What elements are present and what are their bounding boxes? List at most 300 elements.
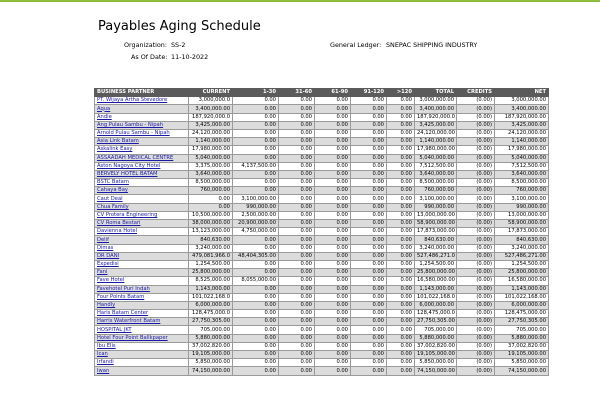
amount-cell: 0.00 (279, 351, 315, 359)
amount-cell: 17,980,000.00 (495, 146, 549, 154)
amount-cell: (0.00) (457, 129, 495, 137)
amount-cell: 0.00 (233, 129, 279, 137)
amount-cell: (0.00) (457, 359, 495, 367)
table-row (95, 162, 549, 170)
amount-cell: 3,240,000.00 (495, 244, 549, 252)
partner-link[interactable]: BERVELY HOTEL BATAM (97, 171, 158, 178)
amount-cell: 13,000,000.00 (495, 211, 549, 219)
partner-cell (95, 129, 189, 137)
partner-cell (95, 146, 189, 154)
column-header: 1-30 (233, 89, 279, 97)
table-row (95, 277, 549, 285)
amount-cell: 0.00 (233, 105, 279, 113)
amount-cell: 3,400,000.00 (415, 105, 457, 113)
amount-cell: 37,002,820.00 (495, 342, 549, 350)
amount-cell: 7,512,500.00 (495, 162, 549, 170)
amount-cell: 1,143,000.00 (415, 285, 457, 293)
partner-cell (95, 179, 189, 187)
amount-cell: 0.00 (351, 146, 387, 154)
table-row (95, 326, 549, 334)
amount-cell: (0.00) (457, 252, 495, 260)
partner-link[interactable]: PT. Wijaya Artha Stevedore (97, 97, 168, 104)
partner-cell (95, 228, 189, 236)
amount-cell: 0.00 (279, 179, 315, 187)
amount-cell: 17,873,000.00 (415, 228, 457, 236)
amount-cell: 0.00 (387, 277, 415, 285)
column-header: 61-90 (315, 89, 351, 97)
amount-cell: 0.00 (233, 113, 279, 121)
amount-cell: 3,640,000.00 (189, 170, 233, 178)
partner-link[interactable]: Andie (97, 113, 112, 120)
partner-link[interactable]: Favehotel Puri Indah (97, 285, 150, 292)
table-row (95, 244, 549, 252)
amount-cell: 17,873,000.00 (495, 228, 549, 236)
amount-cell: 24,120,000.00 (415, 129, 457, 137)
amount-cell: 0.00 (315, 203, 351, 211)
organization-value: SS-2 (171, 41, 186, 49)
partner-link[interactable]: Askalink Easy (97, 146, 133, 153)
amount-cell: 1,140,000.00 (495, 138, 549, 146)
partner-link[interactable]: Ican (97, 351, 108, 358)
amount-cell: 0.00 (315, 367, 351, 375)
amount-cell: 5,850,000.00 (415, 359, 457, 367)
amount-cell: (0.00) (457, 146, 495, 154)
amount-cell: 0.00 (233, 318, 279, 326)
amount-cell: (0.00) (457, 367, 495, 375)
table-row (95, 105, 549, 113)
amount-cell: (0.00) (457, 244, 495, 252)
page-title: Payables Aging Schedule (98, 19, 261, 34)
as-of-date-value: 11-10-2022 (171, 53, 209, 61)
amount-cell: 0.00 (279, 244, 315, 252)
amount-cell: 3,425,000.00 (495, 121, 549, 129)
table-row (95, 138, 549, 146)
amount-cell: 990,000.00 (415, 203, 457, 211)
table-row (95, 318, 549, 326)
amount-cell: 0.00 (233, 244, 279, 252)
amount-cell: 5,850,000.00 (495, 359, 549, 367)
table-row (95, 252, 549, 260)
amount-cell: 0.00 (387, 203, 415, 211)
amount-cell: 0.00 (351, 326, 387, 334)
amount-cell: (0.00) (457, 97, 495, 105)
amount-cell: 0.00 (315, 220, 351, 228)
amount-cell: 25,800,000.00 (189, 269, 233, 277)
amount-cell: 0.00 (351, 187, 387, 195)
amount-cell: 0.00 (233, 269, 279, 277)
amount-cell: 1,254,500.00 (415, 260, 457, 268)
amount-cell: 0.00 (387, 170, 415, 178)
amount-cell: 3,100,000.00 (233, 195, 279, 203)
amount-cell: 0.00 (233, 146, 279, 154)
amount-cell: 16,580,000.00 (495, 277, 549, 285)
amount-cell: 0.00 (315, 359, 351, 367)
amount-cell: 0.00 (279, 310, 315, 318)
partner-link[interactable]: Caut Deal (97, 195, 123, 202)
partner-cell (95, 326, 189, 334)
table-row (95, 334, 549, 342)
amount-cell: 0.00 (279, 285, 315, 293)
amount-cell: 0.00 (279, 105, 315, 113)
amount-cell: (0.00) (457, 334, 495, 342)
table-row (95, 285, 549, 293)
amount-cell: 27,750,305.00 (415, 318, 457, 326)
column-header: NET (495, 89, 549, 97)
amount-cell: 38,000,000.00 (189, 220, 233, 228)
amount-cell: 0.00 (351, 359, 387, 367)
table-row (95, 203, 549, 211)
amount-cell: 0.00 (387, 211, 415, 219)
partner-cell (95, 310, 189, 318)
amount-cell: (0.00) (457, 269, 495, 277)
amount-cell: 0.00 (351, 105, 387, 113)
partner-link[interactable]: Irfandi (97, 359, 114, 366)
amount-cell: 17,980,000.00 (415, 146, 457, 154)
table-row (95, 187, 549, 195)
amount-cell: 27,750,305.00 (189, 318, 233, 326)
column-header: TOTAL (415, 89, 457, 97)
amount-cell: 2,500,000.00 (233, 211, 279, 219)
column-header: 31-60 (279, 89, 315, 97)
amount-cell: 760,000.00 (189, 187, 233, 195)
table-row (95, 97, 549, 105)
table-row (95, 351, 549, 359)
amount-cell: 0.00 (387, 220, 415, 228)
partner-link[interactable]: Iwan (97, 367, 110, 374)
amount-cell: 0.00 (315, 351, 351, 359)
amount-cell: 101,022,168.0 (189, 293, 233, 301)
partner-link[interactable]: Chua Family (97, 203, 129, 210)
amount-cell: 0.00 (279, 121, 315, 129)
table-row (95, 113, 549, 121)
amount-cell: 0.00 (315, 334, 351, 342)
table-row (95, 211, 549, 219)
amount-cell: 128,475,000.0 (189, 310, 233, 318)
general-ledger-value: SNEPAC SHIPPING INDUSTRY (386, 41, 478, 49)
amount-cell: 3,240,000.00 (415, 244, 457, 252)
amount-cell: 0.00 (315, 269, 351, 277)
partner-cell (95, 121, 189, 129)
amount-cell: 5,850,000.00 (189, 359, 233, 367)
partner-link[interactable]: Davienna Hotel (97, 228, 138, 235)
amount-cell: 0.00 (279, 269, 315, 277)
amount-cell: 13,123,000.00 (189, 228, 233, 236)
amount-cell: (0.00) (457, 310, 495, 318)
amount-cell: 0.00 (387, 138, 415, 146)
amount-cell: 0.00 (315, 260, 351, 268)
amount-cell: 990,000.00 (495, 203, 549, 211)
amount-cell: 479,081,966.0 (189, 252, 233, 260)
partner-link[interactable]: HOSPITAL JKT (97, 326, 132, 333)
amount-cell: 0.00 (387, 146, 415, 154)
amount-cell: 0.00 (233, 121, 279, 129)
amount-cell: 58,900,000.00 (415, 220, 457, 228)
amount-cell: 840,630.00 (189, 236, 233, 244)
partner-link[interactable]: Aqua (97, 105, 111, 112)
amount-cell: 3,640,000.00 (415, 170, 457, 178)
amount-cell: 48,404,305.00 (233, 252, 279, 260)
partner-cell (95, 203, 189, 211)
amount-cell: 0.00 (351, 334, 387, 342)
amount-cell: 5,040,000.00 (189, 154, 233, 162)
amount-cell: 17,980,000.00 (189, 146, 233, 154)
amount-cell: 1,140,000.00 (415, 138, 457, 146)
table-row (95, 129, 549, 137)
partner-link[interactable]: Cahaya Bay (97, 187, 128, 194)
amount-cell: 0.00 (351, 310, 387, 318)
partner-link[interactable]: Hotel Four Point Ballkpaper (97, 334, 168, 341)
amount-cell: 0.00 (233, 293, 279, 301)
partner-link[interactable]: Ang Pulau Sambu - Nipah (97, 121, 164, 128)
amount-cell: (0.00) (457, 301, 495, 309)
amount-cell: 6,000,000.00 (415, 301, 457, 309)
amount-cell: 74,150,000.00 (495, 367, 549, 375)
partner-cell (95, 244, 189, 252)
amount-cell: 0.00 (279, 162, 315, 170)
amount-cell: 1,254,500.00 (495, 260, 549, 268)
amount-cell: 0.00 (387, 97, 415, 105)
amount-cell: (0.00) (457, 138, 495, 146)
amount-cell: 8,500,000.00 (415, 179, 457, 187)
amount-cell: 0.00 (315, 97, 351, 105)
partner-link[interactable]: Aston Nagoya City Hotel (97, 162, 161, 169)
amount-cell: (0.00) (457, 105, 495, 113)
amount-cell: 8,500,000.00 (495, 179, 549, 187)
table-row (95, 359, 549, 367)
amount-cell: 840,630.00 (415, 236, 457, 244)
amount-cell: 0.00 (233, 351, 279, 359)
column-header: BUSINESS PARTNER (95, 89, 189, 97)
amount-cell: (0.00) (457, 351, 495, 359)
amount-cell: 0.00 (315, 342, 351, 350)
amount-cell: 0.00 (387, 129, 415, 137)
amount-cell: 0.00 (279, 220, 315, 228)
partner-cell (95, 293, 189, 301)
table-row (95, 260, 549, 268)
partner-cell (95, 342, 189, 350)
amount-cell: 0.00 (279, 293, 315, 301)
amount-cell: 0.00 (387, 195, 415, 203)
amount-cell: 74,150,000.00 (415, 367, 457, 375)
amount-cell: (0.00) (457, 121, 495, 129)
amount-cell: 25,800,000.00 (495, 269, 549, 277)
partner-cell (95, 260, 189, 268)
partner-cell (95, 359, 189, 367)
amount-cell: 0.00 (233, 359, 279, 367)
amount-cell: 187,920,000.0 (415, 113, 457, 121)
amount-cell: 3,100,000.00 (495, 195, 549, 203)
partner-cell (95, 211, 189, 219)
amount-cell: 0.00 (315, 113, 351, 121)
amount-cell: 0.00 (351, 277, 387, 285)
amount-cell: 8,525,000.00 (189, 277, 233, 285)
amount-cell: 527,486,271.0 (415, 252, 457, 260)
amount-cell: 0.00 (387, 367, 415, 375)
amount-cell: 0.00 (351, 342, 387, 350)
amount-cell: 0.00 (351, 97, 387, 105)
amount-cell: 0.00 (387, 187, 415, 195)
partner-cell (95, 351, 189, 359)
amount-cell: 0.00 (387, 228, 415, 236)
partner-link[interactable]: BSTC Batam (97, 179, 129, 186)
amount-cell: 0.00 (279, 301, 315, 309)
amount-cell: 19,105,000.00 (415, 351, 457, 359)
amount-cell: 0.00 (351, 220, 387, 228)
partner-cell (95, 170, 189, 178)
amount-cell: 3,000,000.00 (495, 97, 549, 105)
partner-link[interactable]: DR DANI (97, 252, 120, 259)
general-ledger-label: General Ledger: (330, 41, 382, 49)
amount-cell: 0.00 (315, 154, 351, 162)
amount-cell: 0.00 (279, 236, 315, 244)
amount-cell: 760,000.00 (495, 187, 549, 195)
amount-cell: (0.00) (457, 277, 495, 285)
amount-cell: 0.00 (387, 342, 415, 350)
partner-link[interactable]: Arnold Pulau Sambu - Nipah (97, 130, 170, 137)
partner-cell (95, 138, 189, 146)
partner-link[interactable]: Fani (97, 269, 108, 276)
amount-cell: 0.00 (233, 138, 279, 146)
amount-cell: 0.00 (351, 211, 387, 219)
amount-cell: 0.00 (279, 334, 315, 342)
amount-cell: 0.00 (387, 113, 415, 121)
amount-cell: 527,486,271.00 (495, 252, 549, 260)
column-header: 91-120 (351, 89, 387, 97)
amount-cell: 0.00 (351, 179, 387, 187)
top-accent-bar (0, 0, 600, 2)
amount-cell: (0.00) (457, 260, 495, 268)
partner-cell (95, 269, 189, 277)
partner-link[interactable]: Handly (97, 302, 116, 309)
partner-cell (95, 154, 189, 162)
amount-cell: 5,880,000.00 (415, 334, 457, 342)
amount-cell: 0.00 (351, 236, 387, 244)
amount-cell: (0.00) (457, 285, 495, 293)
amount-cell: (0.00) (457, 187, 495, 195)
amount-cell: 0.00 (279, 170, 315, 178)
amount-cell: 0.00 (315, 162, 351, 170)
partner-link[interactable]: Four Points Batam (97, 293, 145, 300)
partner-link[interactable]: Dimas (97, 244, 114, 251)
partner-link[interactable]: Haris Batam Center (97, 310, 149, 317)
partner-link[interactable]: CV Protera Engineering (97, 211, 158, 218)
amount-cell: (0.00) (457, 342, 495, 350)
amount-cell: 3,375,000.00 (189, 162, 233, 170)
amount-cell: 0.00 (351, 301, 387, 309)
amount-cell: 0.00 (315, 228, 351, 236)
amount-cell: 0.00 (315, 326, 351, 334)
amount-cell: 0.00 (279, 129, 315, 137)
amount-cell: 0.00 (315, 187, 351, 195)
partner-cell (95, 367, 189, 375)
amount-cell: 0.00 (233, 260, 279, 268)
amount-cell: 0.00 (279, 326, 315, 334)
partner-cell (95, 252, 189, 260)
amount-cell: 0.00 (315, 236, 351, 244)
partner-link[interactable]: Delif (97, 236, 109, 243)
table-row (95, 154, 549, 162)
amount-cell: 0.00 (233, 179, 279, 187)
table-row (95, 179, 549, 187)
amount-cell: (0.00) (457, 220, 495, 228)
amount-cell: 0.00 (233, 326, 279, 334)
amount-cell: 3,000,000.0 (189, 97, 233, 105)
amount-cell: 1,254,500.00 (189, 260, 233, 268)
amount-cell: (0.00) (457, 170, 495, 178)
table-row (95, 236, 549, 244)
amount-cell: (0.00) (457, 293, 495, 301)
amount-cell: 0.00 (279, 359, 315, 367)
amount-cell: 6,000,000.00 (189, 301, 233, 309)
partner-link[interactable]: Asia Link Batam (97, 138, 139, 145)
amount-cell: 25,800,000.00 (415, 269, 457, 277)
amount-cell: 0.00 (387, 359, 415, 367)
partner-link[interactable]: Expedisi (97, 261, 119, 268)
partner-link[interactable]: ASSAADAH MEDICAL CENTRE (97, 154, 174, 161)
amount-cell: 0.00 (315, 252, 351, 260)
amount-cell: (0.00) (457, 113, 495, 121)
amount-cell: 0.00 (279, 187, 315, 195)
amount-cell: 128,475,000.00 (495, 310, 549, 318)
amount-cell: 16,580,000.00 (415, 277, 457, 285)
amount-cell: 101,022,168.0 (415, 293, 457, 301)
table-row (95, 220, 549, 228)
table-row (95, 310, 549, 318)
amount-cell: 705,000.00 (415, 326, 457, 334)
partner-cell (95, 105, 189, 113)
column-header: CREDITS (457, 89, 495, 97)
amount-cell: 0.00 (233, 154, 279, 162)
table-row (95, 269, 549, 277)
amount-cell: 0.00 (279, 154, 315, 162)
table-header-row (95, 89, 549, 97)
amount-cell: 0.00 (189, 203, 233, 211)
aging-table (94, 88, 549, 376)
amount-cell: 0.00 (351, 154, 387, 162)
amount-cell: 0.00 (387, 236, 415, 244)
amount-cell: 37,002,820.00 (415, 342, 457, 350)
amount-cell: 0.00 (351, 318, 387, 326)
amount-cell: 0.00 (351, 228, 387, 236)
amount-cell: 0.00 (351, 244, 387, 252)
amount-cell: 0.00 (387, 351, 415, 359)
amount-cell: 0.00 (387, 293, 415, 301)
amount-cell: 0.00 (351, 367, 387, 375)
partner-link[interactable]: Harris Waterfront Batam (97, 318, 161, 325)
amount-cell: 705,000.00 (495, 326, 549, 334)
amount-cell: 0.00 (233, 97, 279, 105)
amount-cell: 0.00 (233, 236, 279, 244)
amount-cell: 0.00 (351, 269, 387, 277)
amount-cell: 0.00 (279, 138, 315, 146)
partner-cell (95, 162, 189, 170)
amount-cell: 0.00 (351, 129, 387, 137)
amount-cell: 0.00 (387, 285, 415, 293)
partner-cell (95, 236, 189, 244)
amount-cell: 37,002,820.00 (189, 342, 233, 350)
amount-cell: 0.00 (315, 293, 351, 301)
amount-cell: (0.00) (457, 318, 495, 326)
partner-link[interactable]: Ibu Elis (97, 342, 116, 349)
amount-cell: 5,040,000.00 (415, 154, 457, 162)
amount-cell: 0.00 (233, 187, 279, 195)
partner-link[interactable]: Fave Hotel (97, 277, 125, 284)
amount-cell: 0.00 (315, 244, 351, 252)
amount-cell: 0.00 (233, 367, 279, 375)
amount-cell: 0.00 (315, 105, 351, 113)
amount-cell: 74,150,000.00 (189, 367, 233, 375)
partner-link[interactable]: CV Roma Bestari (97, 220, 141, 227)
